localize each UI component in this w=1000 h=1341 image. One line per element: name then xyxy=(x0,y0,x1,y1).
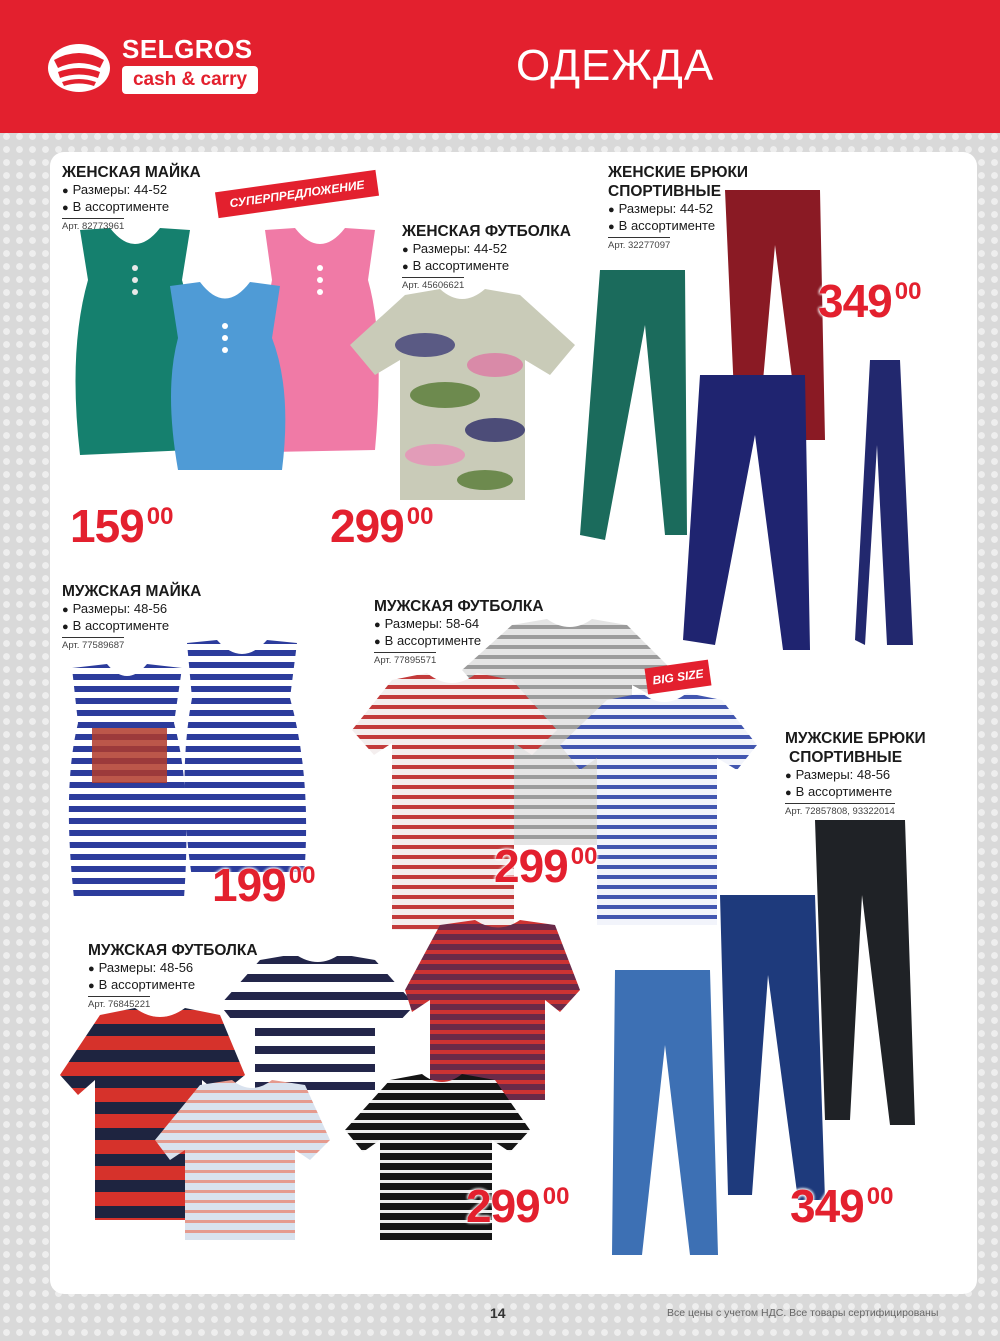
product-sizes: ● Размеры: 48-56 xyxy=(785,767,891,782)
product-women-pants xyxy=(608,163,748,253)
footer-note: Все цены с учетом НДС. Все товары сертифицированы xyxy=(667,1307,939,1319)
product-article: Арт. 77895571 xyxy=(374,652,436,666)
price-main: 299 xyxy=(494,840,568,892)
product-sizes: ● Размеры: 58-64 xyxy=(374,616,480,631)
price-men-tank xyxy=(212,859,316,911)
page-number: 14 xyxy=(490,1305,506,1321)
price-main: 349 xyxy=(790,1180,864,1232)
selgros-logo-icon xyxy=(46,38,112,94)
bullet-icon: ● xyxy=(608,221,615,233)
product-women-tank xyxy=(62,163,201,234)
logo-brand-text: SELGROS xyxy=(122,34,253,64)
bullet-icon: ● xyxy=(402,261,409,273)
product-article: Арт. 72857808, 93322014 xyxy=(785,803,895,817)
bullet-icon: ● xyxy=(374,636,381,648)
product-article: Арт. 82773961 xyxy=(62,218,124,232)
women-camo-tshirt-image xyxy=(345,285,580,510)
page-header xyxy=(0,0,1000,133)
bullet-icon: ● xyxy=(88,963,95,975)
product-name: МУЖСКАЯ МАЙКА xyxy=(62,583,202,600)
product-sizes: ● Размеры: 44-52 xyxy=(62,182,168,197)
page-title: ОДЕЖДА xyxy=(516,41,715,90)
product-name: ЖЕНСКАЯ МАЙКА xyxy=(62,164,201,181)
bullet-icon: ● xyxy=(88,980,95,992)
price-women-pants xyxy=(818,275,922,327)
bullet-icon: ● xyxy=(62,604,69,616)
bullet-icon: ● xyxy=(62,202,69,214)
product-article: Арт. 45606621 xyxy=(402,277,464,291)
price-men-tee xyxy=(466,1180,570,1232)
product-men-tank xyxy=(62,582,201,653)
product-sizes: ● Размеры: 44-52 xyxy=(402,241,508,256)
product-assortment: ● В ассортименте xyxy=(62,618,170,633)
price-cents: 00 xyxy=(570,843,598,870)
bullet-icon: ● xyxy=(785,787,792,799)
bullet-icon: ● xyxy=(374,619,381,631)
selgros-logo xyxy=(46,32,261,98)
logo-tagline: cash & carry xyxy=(122,66,258,94)
bullet-icon: ● xyxy=(785,770,792,782)
product-assortment: ● В ассортименте xyxy=(402,258,510,273)
women-tank-tops-image xyxy=(60,220,390,480)
price-men-pants xyxy=(790,1180,894,1232)
bullet-icon: ● xyxy=(62,621,69,633)
product-name: ЖЕНСКАЯ ФУТБОЛКА xyxy=(402,223,571,240)
women-sport-pants-image xyxy=(575,185,935,655)
product-name-line1: ЖЕНСКИЕ БРЮКИ xyxy=(608,164,749,181)
product-assortment: ● В ассортименте xyxy=(785,784,893,799)
price-cents: 00 xyxy=(542,1183,570,1210)
super-offer-badge: СУПЕРПРЕДЛОЖЕНИЕ xyxy=(215,170,379,218)
price-main: 349 xyxy=(818,275,892,327)
price-cents: 00 xyxy=(866,1183,894,1210)
bullet-icon: ● xyxy=(402,244,409,256)
product-assortment: ● В ассортименте xyxy=(88,977,196,992)
product-men-pants xyxy=(785,729,926,819)
product-assortment: ● В ассортименте xyxy=(62,199,170,214)
price-cents: 00 xyxy=(288,862,316,889)
price-men-tee-big xyxy=(494,840,598,892)
price-main: 159 xyxy=(70,500,144,552)
product-article: Арт. 32277097 xyxy=(608,237,670,251)
product-sizes: ● Размеры: 44-52 xyxy=(608,201,714,216)
product-article: Арт. 76845221 xyxy=(88,996,150,1010)
price-cents: 00 xyxy=(146,503,174,530)
product-men-tee xyxy=(88,941,258,1012)
price-main: 299 xyxy=(330,500,404,552)
product-women-tee xyxy=(402,222,571,293)
product-name-line2: СПОРТИВНЫЕ xyxy=(789,749,903,766)
product-sizes: ● Размеры: 48-56 xyxy=(62,601,168,616)
price-cents: 00 xyxy=(894,278,922,305)
product-assortment: ● В ассортименте xyxy=(608,218,716,233)
product-name-line1: МУЖСКИЕ БРЮКИ xyxy=(785,730,926,747)
product-men-tee-big xyxy=(374,597,544,668)
bullet-icon: ● xyxy=(62,185,69,197)
product-name: МУЖСКАЯ ФУТБОЛКА xyxy=(88,942,258,959)
big-size-badge: BIG SIZE xyxy=(645,660,712,695)
price-main: 299 xyxy=(466,1180,540,1232)
price-main: 199 xyxy=(212,859,286,911)
product-assortment: ● В ассортименте xyxy=(374,633,482,648)
bullet-icon: ● xyxy=(608,204,615,216)
price-women-tank xyxy=(70,500,174,552)
product-sizes: ● Размеры: 48-56 xyxy=(88,960,194,975)
price-women-tee xyxy=(330,500,434,552)
product-name: МУЖСКАЯ ФУТБОЛКА xyxy=(374,598,544,615)
product-name-line2: СПОРТИВНЫЕ xyxy=(608,183,722,200)
price-cents: 00 xyxy=(406,503,434,530)
product-article: Арт. 77589687 xyxy=(62,637,124,651)
